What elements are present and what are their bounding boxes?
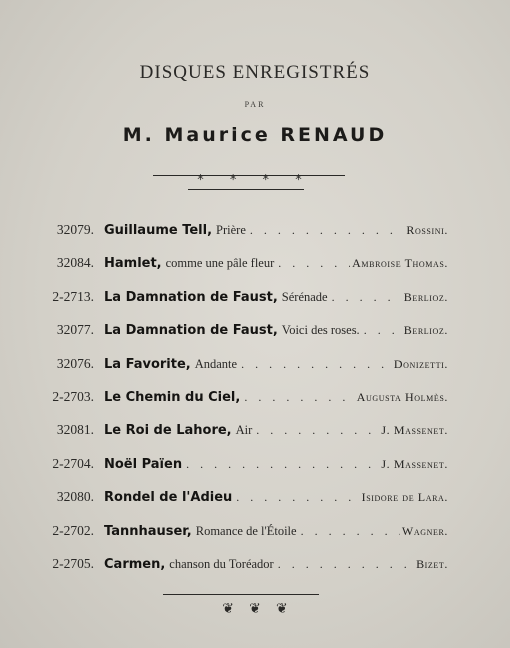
- footer-rule: [163, 594, 319, 595]
- composer-name: Augusta Holmès.: [356, 390, 448, 404]
- page-title: DISQUES ENREGISTRÉS: [139, 62, 371, 83]
- work-subtitle: Air: [235, 423, 253, 437]
- dot-leader: [240, 390, 354, 405]
- recording-row: [38, 255, 448, 275]
- work-title: La Favorite,: [104, 357, 191, 372]
- recording-row: [38, 356, 448, 376]
- work-title: La Damnation de Faust,: [104, 323, 278, 338]
- recording-row: [38, 523, 448, 543]
- artist-name: M. Maurice RENAUD: [122, 124, 388, 146]
- recording-row: [38, 289, 448, 309]
- header-rule-bottom: [188, 189, 304, 190]
- work-title: Le Chemin du Ciel,: [104, 390, 241, 405]
- dot-leader: [328, 290, 402, 305]
- par-caption: PAR: [244, 100, 266, 109]
- catalog-number: 2-2704.: [52, 456, 94, 471]
- catalog-number: 32081.: [56, 422, 94, 437]
- composer-name: Donizetti.: [393, 357, 448, 371]
- fleuron-icon: ❦: [249, 601, 261, 617]
- dot-leader: [274, 557, 414, 572]
- catalog-number: 32077.: [56, 322, 94, 337]
- catalog-number: 32080.: [56, 489, 94, 504]
- work-title: Guillaume Tell,: [104, 223, 213, 238]
- catalog-number: 32084.: [56, 255, 94, 270]
- work-title: Rondel de l'Adieu: [104, 490, 233, 505]
- work-title: La Damnation de Faust,: [104, 290, 278, 305]
- work-title: Noël Païen: [104, 457, 183, 472]
- catalog-number: 2-2705.: [52, 556, 94, 571]
- catalog-number: 32076.: [56, 356, 94, 371]
- recording-row: [38, 422, 448, 442]
- recording-row: [38, 489, 448, 509]
- catalog-number: 2-2703.: [52, 389, 94, 404]
- dot-leader: [252, 423, 379, 438]
- work-title: Carmen,: [104, 557, 166, 572]
- composer-name: Isidore de Lara.: [361, 490, 448, 504]
- recording-row: [38, 322, 448, 342]
- work-subtitle: Romance de l'Étoile: [195, 524, 297, 538]
- dot-leader: [360, 323, 402, 338]
- recording-row: [38, 556, 448, 576]
- work-subtitle: Andante: [194, 357, 238, 371]
- composer-name: Bizet.: [416, 557, 448, 571]
- work-subtitle: Sérénade: [281, 290, 328, 304]
- dot-leader: [274, 256, 350, 271]
- work-title: Hamlet,: [104, 256, 162, 271]
- composer-name: Ambroise Thomas.: [352, 256, 448, 270]
- work-subtitle: Voici des roses.: [281, 323, 360, 337]
- dot-leader: [237, 357, 392, 372]
- catalog-number: 2-2713.: [52, 289, 94, 304]
- dot-leader: [246, 223, 405, 238]
- work-subtitle: comme une pâle fleur: [165, 256, 275, 270]
- recording-row: [38, 456, 448, 476]
- composer-name: Wagner.: [401, 524, 448, 538]
- work-subtitle: Prière: [216, 223, 246, 237]
- work-subtitle: chanson du Toréador: [169, 557, 274, 571]
- work-title: Tannhauser,: [104, 524, 192, 539]
- composer-name: Berlioz.: [403, 323, 448, 337]
- catalog-number: 2-2702.: [52, 523, 94, 538]
- fleuron-icon: ❦: [275, 601, 288, 617]
- work-title: Le Roi de Lahore,: [104, 423, 232, 438]
- composer-name: J. Massenet.: [381, 423, 448, 437]
- catalog-number: 32079.: [56, 222, 94, 237]
- composer-name: Rossini.: [406, 223, 448, 237]
- dot-leader: [182, 457, 379, 472]
- dot-leader: [232, 490, 359, 505]
- composer-name: J. Massenet.: [381, 457, 448, 471]
- recording-row: [38, 222, 448, 242]
- star-divider: * * * *: [197, 173, 313, 188]
- fleuron-icon: ❦: [222, 601, 235, 617]
- recording-row: [38, 389, 448, 409]
- dot-leader: [297, 524, 400, 539]
- footer-ornaments: [0, 598, 510, 617]
- composer-name: Berlioz.: [403, 290, 448, 304]
